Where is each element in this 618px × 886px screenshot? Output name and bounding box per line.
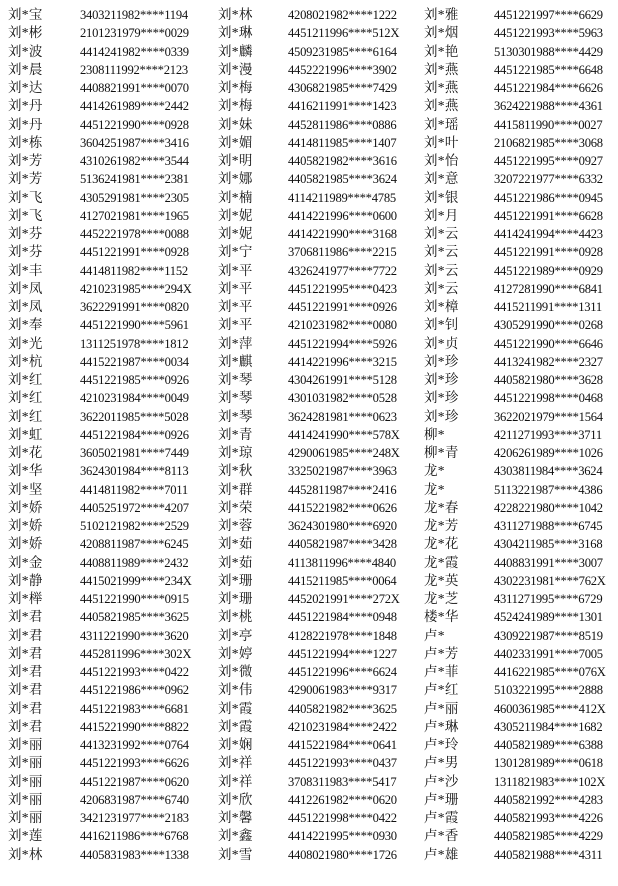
masked-id-number: 4451221993****5963 xyxy=(494,26,603,41)
masked-id-number: 4452221978****0088 xyxy=(80,227,189,241)
person-name: 刘*君 xyxy=(8,627,43,643)
masked-id-number: 4414221995****0930 xyxy=(288,829,397,844)
person-name: 刘*静 xyxy=(8,572,43,588)
person-name: 刘*婷 xyxy=(218,645,253,661)
masked-id-number: 4452021991****272X xyxy=(288,592,400,606)
masked-id-number: 4452221996****3902 xyxy=(288,62,397,77)
masked-id-number: 4415221984****0641 xyxy=(288,738,397,752)
masked-id-number: 4451221985****6648 xyxy=(494,62,603,77)
person-name: 刘*银 xyxy=(424,189,459,205)
person-name: 刘*桃 xyxy=(218,609,253,625)
masked-id-number: 4311271988****6745 xyxy=(494,519,603,533)
masked-id-number: 4302231981****762X xyxy=(494,573,606,588)
masked-id-number: 2106821985****3068 xyxy=(494,135,603,150)
masked-id-number: 4114211989****4785 xyxy=(288,190,396,205)
masked-id-number: 4414221990****3168 xyxy=(288,227,397,241)
person-name: 刘*琴 xyxy=(218,390,253,406)
person-name: 刘*烟 xyxy=(424,25,459,41)
masked-id-number: 1311251978****1812 xyxy=(80,336,189,351)
masked-id-number: 4414221996****0600 xyxy=(288,208,397,223)
masked-id-number: 4451221997****6629 xyxy=(494,8,603,22)
masked-id-number: 4405821989****6388 xyxy=(494,738,603,752)
masked-id-number: 3624301984****8113 xyxy=(80,464,189,479)
person-name: 龙* xyxy=(424,481,445,497)
masked-id-number: 4451221990****0928 xyxy=(80,117,189,132)
person-name: 龙*花 xyxy=(424,536,459,552)
person-name: 刘*华 xyxy=(8,463,43,479)
masked-id-number: 5102121982****2529 xyxy=(80,519,189,533)
masked-id-number: 4524241989****1301 xyxy=(494,610,603,625)
person-name: 龙*芳 xyxy=(424,518,459,533)
person-name: 刘*宝 xyxy=(8,7,43,22)
masked-id-number: 4228221980****1042 xyxy=(494,500,603,515)
person-name: 刘*瑶 xyxy=(424,116,459,132)
masked-id-number: 4206831987****6740 xyxy=(80,792,189,807)
person-name: 刘*君 xyxy=(8,718,43,734)
person-name: 刘*云 xyxy=(424,226,459,241)
masked-id-number: 3622011985****5028 xyxy=(80,409,189,424)
masked-id-number: 3622021979****1564 xyxy=(494,409,603,424)
masked-id-number: 4451221985****0926 xyxy=(80,373,189,387)
person-name: 刘*荣 xyxy=(218,499,253,515)
person-name: 刘*君 xyxy=(8,664,43,679)
person-name: 刘*梅 xyxy=(218,80,253,95)
masked-id-number: 3622291991****0820 xyxy=(80,300,189,314)
person-name: 卢*玲 xyxy=(424,737,459,752)
masked-id-number: 4326241977****7722 xyxy=(288,263,397,278)
masked-id-number: 4416221985****076X xyxy=(494,665,606,679)
person-name: 刘*群 xyxy=(218,481,253,497)
masked-id-number: 4415211991****1311 xyxy=(494,300,602,314)
masked-id-number: 4416211991****1423 xyxy=(288,99,397,114)
person-name: 刘*丽 xyxy=(8,773,43,789)
person-name: 龙* xyxy=(424,463,445,479)
person-name: 刘*楠 xyxy=(218,189,253,205)
masked-id-number: 3207221977****6332 xyxy=(494,172,603,187)
person-name: 刘*奉 xyxy=(8,317,43,333)
masked-id-number: 4405821980****3628 xyxy=(494,373,603,387)
masked-id-number: 4451221983****6681 xyxy=(80,701,189,716)
masked-id-number: 4306821985****7429 xyxy=(288,81,397,95)
person-name: 刘*丽 xyxy=(8,737,43,752)
person-name: 龙*春 xyxy=(424,499,459,515)
person-name: 刘*馨 xyxy=(218,810,253,825)
person-name: 刘*意 xyxy=(424,171,459,187)
masked-id-number: 4412261982****0620 xyxy=(288,792,397,807)
person-name: 刘*芳 xyxy=(8,171,43,187)
person-name: 刘*芬 xyxy=(8,226,43,241)
person-name: 刘*彬 xyxy=(8,25,43,41)
masked-id-number: 4451221990****5961 xyxy=(80,318,189,333)
person-name: 刘*霞 xyxy=(218,700,253,716)
masked-id-number: 4405821993****4226 xyxy=(494,811,603,825)
masked-id-number: 4405251972****4207 xyxy=(80,500,189,515)
masked-id-number: 4451221989****0929 xyxy=(494,263,603,278)
person-name: 刘*丽 xyxy=(8,810,43,825)
person-name: 卢*丽 xyxy=(424,700,459,716)
person-name: 刘*芬 xyxy=(8,244,43,260)
person-name: 刘*光 xyxy=(8,335,43,351)
person-name: 刘*琳 xyxy=(218,25,253,41)
masked-id-number: 4402331991****7005 xyxy=(494,646,603,661)
person-name: 龙*霞 xyxy=(424,554,459,570)
person-name: 刘*丽 xyxy=(8,791,43,807)
masked-id-number: 4414261989****2442 xyxy=(80,99,189,114)
masked-id-number: 4451221993****0437 xyxy=(288,756,397,771)
masked-id-number: 4127281990****6841 xyxy=(494,281,603,296)
person-name: 刘*杭 xyxy=(8,353,43,369)
masked-id-number: 3403211982****1194 xyxy=(80,8,188,22)
person-name: 卢*琳 xyxy=(424,718,459,734)
masked-id-number: 4415221987****0034 xyxy=(80,354,189,369)
masked-id-number: 4303811984****3624 xyxy=(494,464,603,479)
person-name: 刘*凤 xyxy=(8,299,43,314)
masked-id-number: 4210231984****2422 xyxy=(288,719,397,734)
masked-id-number: 4414811982****1152 xyxy=(80,263,188,278)
person-name: 刘*宁 xyxy=(218,244,253,260)
person-name: 刘*钊 xyxy=(424,317,459,333)
person-name: 刘*榉 xyxy=(8,591,43,606)
masked-id-number: 4309221987****8519 xyxy=(494,628,603,643)
person-name: 刘*君 xyxy=(8,682,43,698)
masked-id-number: 4451221994****1227 xyxy=(288,646,397,661)
person-name: 刘*梅 xyxy=(218,98,253,114)
person-name: 刘*花 xyxy=(8,445,43,460)
person-name: 刘*娇 xyxy=(8,536,43,552)
person-name: 刘*莲 xyxy=(8,828,43,844)
person-name: 刘*珍 xyxy=(424,372,459,387)
masked-id-number: 4413241982****2327 xyxy=(494,354,603,369)
person-name: 刘*平 xyxy=(218,299,253,314)
person-name: 刘*君 xyxy=(8,609,43,625)
person-name: 刘*明 xyxy=(218,153,253,168)
masked-id-number: 4311271995****6729 xyxy=(494,592,603,606)
masked-id-number: 4405821982****3625 xyxy=(288,701,397,716)
person-name: 刘*微 xyxy=(218,664,253,679)
masked-id-number: 3708311983****5417 xyxy=(288,774,397,789)
masked-id-number: 4452811996****302X xyxy=(80,646,192,661)
person-name: 刘*青 xyxy=(218,426,253,442)
person-name: 楼*华 xyxy=(424,609,459,625)
person-name: 刘*平 xyxy=(218,262,253,278)
masked-id-number: 4600361985****412X xyxy=(494,701,606,716)
masked-id-number: 4405821985****4229 xyxy=(494,829,603,844)
masked-id-number: 4414221996****3215 xyxy=(288,354,397,369)
masked-id-number: 4452811987****2416 xyxy=(288,482,397,497)
masked-id-number: 4210231984****0049 xyxy=(80,391,189,406)
masked-id-number: 4405831983****1338 xyxy=(80,847,189,862)
person-name: 卢*沙 xyxy=(424,773,459,789)
person-name: 刘*琼 xyxy=(218,445,253,460)
masked-id-number: 4451221993****0422 xyxy=(80,665,189,679)
person-name: 刘*月 xyxy=(424,207,459,223)
person-name: 刘*珍 xyxy=(424,353,459,369)
masked-id-number: 4405821992****4283 xyxy=(494,792,603,807)
masked-id-number: 4451221998****0468 xyxy=(494,391,603,406)
person-name: 刘*祥 xyxy=(218,773,253,789)
person-name: 刘*云 xyxy=(424,262,459,278)
person-name: 刘*红 xyxy=(8,390,43,406)
person-name: 刘*丹 xyxy=(8,116,43,132)
person-name: 刘*林 xyxy=(218,7,253,22)
person-name: 刘*麒 xyxy=(218,353,253,369)
person-name: 刘*秋 xyxy=(218,463,253,479)
person-name: 刘*红 xyxy=(8,372,43,387)
person-name: 刘*鑫 xyxy=(218,828,253,844)
masked-id-number: 3325021987****3963 xyxy=(288,464,397,479)
person-name: 刘*艳 xyxy=(424,43,459,59)
masked-id-number: 4451221995****0423 xyxy=(288,281,397,296)
masked-id-number: 4451221991****0926 xyxy=(288,300,397,314)
person-name: 刘*欣 xyxy=(218,791,253,807)
masked-id-number: 4408831991****3007 xyxy=(494,555,603,570)
masked-id-number: 4451221987****0620 xyxy=(80,774,189,789)
masked-id-number: 4415811990****0027 xyxy=(494,117,603,132)
masked-id-number: 4208811987****6245 xyxy=(80,537,189,552)
masked-id-number: 4452811986****0886 xyxy=(288,117,397,132)
person-name: 刘*亭 xyxy=(218,627,253,643)
person-name: 刘*燕 xyxy=(424,61,459,77)
person-name: 刘*琴 xyxy=(218,372,253,387)
person-name: 刘*丽 xyxy=(8,755,43,771)
person-name: 刘*贞 xyxy=(424,335,459,351)
masked-id-number: 4405821988****4311 xyxy=(494,847,603,862)
masked-id-number: 4415021999****234X xyxy=(80,573,192,588)
person-name: 刘*雅 xyxy=(424,7,459,22)
masked-id-number: 4290061983****9317 xyxy=(288,683,397,698)
person-name: 刘*雪 xyxy=(218,846,253,862)
masked-id-number: 4451221984****6626 xyxy=(494,81,603,95)
masked-id-number: 4415211985****0064 xyxy=(288,573,397,588)
masked-id-number: 4311221990****3620 xyxy=(80,628,189,643)
person-name: 龙*芝 xyxy=(424,591,459,606)
masked-id-number: 4451211996****512X xyxy=(288,26,400,41)
person-name: 刘*漫 xyxy=(218,61,253,77)
masked-id-number: 3605021981****7449 xyxy=(80,446,189,460)
person-name: 刘*怡 xyxy=(424,153,459,168)
person-name: 卢*珊 xyxy=(424,791,459,807)
masked-id-number: 4415221990****8822 xyxy=(80,719,189,734)
person-name: 刘*丰 xyxy=(8,262,43,278)
masked-id-number: 1301281989****0618 xyxy=(494,756,603,771)
masked-id-number: 3624221988****4361 xyxy=(494,99,603,114)
person-name: 刘*妹 xyxy=(218,116,253,132)
person-name: 刘*金 xyxy=(8,554,43,570)
person-name: 卢*芳 xyxy=(424,645,459,661)
person-name: 刘*虹 xyxy=(8,426,43,442)
person-name: 刘*凤 xyxy=(8,280,43,296)
person-name: 刘*霞 xyxy=(218,718,253,734)
masked-id-number: 4451221990****6646 xyxy=(494,336,603,351)
masked-id-number: 4451221991****6628 xyxy=(494,208,603,223)
person-name: 刘*琴 xyxy=(218,408,253,424)
person-name: 刘*祥 xyxy=(218,755,253,771)
person-name: 刘*珊 xyxy=(218,591,253,606)
masked-id-number: 4451221991****0928 xyxy=(80,245,189,260)
masked-id-number: 4208021982****1222 xyxy=(288,8,397,22)
masked-id-number: 4451221984****0926 xyxy=(80,427,189,442)
person-name: 卢*雄 xyxy=(424,846,459,862)
person-name: 刘*达 xyxy=(8,80,43,95)
person-name: 刘*叶 xyxy=(424,134,459,150)
masked-id-number: 4415221982****0626 xyxy=(288,500,397,515)
masked-id-number: 4211271993****3711 xyxy=(494,427,602,442)
person-name: 刘*珍 xyxy=(424,408,459,424)
masked-id-number: 4113811996****4840 xyxy=(288,555,396,570)
person-name: 卢*菲 xyxy=(424,664,459,679)
person-name: 刘*伟 xyxy=(218,682,253,698)
masked-id-number: 4290061985****248X xyxy=(288,446,400,460)
masked-id-number: 4414241994****4423 xyxy=(494,227,603,241)
masked-id-number: 4414241982****0339 xyxy=(80,44,189,59)
person-name: 刘*麟 xyxy=(218,43,253,59)
person-name: 刘*萍 xyxy=(218,335,253,351)
masked-id-number: 4128221978****1848 xyxy=(288,628,397,643)
masked-id-number: 4414811982****7011 xyxy=(80,482,188,497)
person-name: 刘*平 xyxy=(218,317,253,333)
person-name: 刘*芳 xyxy=(8,153,43,168)
person-name: 刘*樟 xyxy=(424,299,459,314)
person-name: 龙*英 xyxy=(424,572,459,588)
person-name: 刘*云 xyxy=(424,244,459,260)
person-name: 卢*男 xyxy=(424,755,459,771)
person-name: 刘*珍 xyxy=(424,390,459,406)
masked-id-number: 5113221987****4386 xyxy=(494,482,603,497)
masked-id-number: 4451221986****0962 xyxy=(80,683,189,698)
person-name: 刘*茹 xyxy=(218,536,253,552)
person-name: 刘*晨 xyxy=(8,61,43,77)
masked-id-number: 4405821985****3625 xyxy=(80,610,189,625)
masked-id-number: 4451221996****6624 xyxy=(288,665,397,679)
person-name: 刘*娇 xyxy=(8,499,43,515)
masked-id-number: 5130301988****4429 xyxy=(494,44,603,59)
masked-id-number: 4305291990****0268 xyxy=(494,318,603,333)
person-name: 刘*红 xyxy=(8,408,43,424)
person-name: 刘*丹 xyxy=(8,98,43,114)
person-name: 刘*君 xyxy=(8,645,43,661)
masked-id-number: 4414241990****578X xyxy=(288,427,400,442)
person-name: 卢*红 xyxy=(424,682,459,698)
person-name: 刘*娜 xyxy=(218,171,253,187)
person-name: 刘*妮 xyxy=(218,226,253,241)
masked-id-number: 1311821983****102X xyxy=(494,774,606,789)
masked-id-number: 4451221986****0945 xyxy=(494,190,603,205)
person-name: 刘*茹 xyxy=(218,554,253,570)
person-name: 刘*蓉 xyxy=(218,518,253,533)
person-name: 刘*娇 xyxy=(8,518,43,533)
masked-id-number: 4310261982****3544 xyxy=(80,154,189,168)
masked-id-number: 3706811986****2215 xyxy=(288,245,397,260)
masked-id-number: 4405821985****3624 xyxy=(288,172,397,187)
masked-id-number: 4451221990****0915 xyxy=(80,592,189,606)
masked-id-number: 4301031982****0528 xyxy=(288,391,397,406)
masked-id-number: 5103221995****2888 xyxy=(494,683,603,698)
person-name: 刘*娴 xyxy=(218,737,253,752)
masked-id-number: 4408021980****1726 xyxy=(288,847,397,862)
person-name: 刘*平 xyxy=(218,280,253,296)
masked-id-number: 2101231979****0029 xyxy=(80,26,189,41)
masked-id-number: 5136241981****2381 xyxy=(80,172,189,187)
masked-id-number: 3421231977****2183 xyxy=(80,811,189,825)
person-name: 刘*云 xyxy=(424,280,459,296)
person-name: 刘*燕 xyxy=(424,98,459,114)
person-name: 刘*栋 xyxy=(8,134,43,150)
masked-id-number: 4509231985****6164 xyxy=(288,44,397,59)
person-name: 刘*妮 xyxy=(218,207,253,223)
person-name: 卢*香 xyxy=(424,828,459,844)
masked-id-number: 2308111992****2123 xyxy=(80,62,188,77)
masked-id-number: 4451221995****0927 xyxy=(494,154,603,168)
person-name: 刘*君 xyxy=(8,700,43,716)
person-name: 刘*飞 xyxy=(8,189,43,205)
person-name: 刘*坚 xyxy=(8,481,43,497)
masked-id-number: 4451221998****0422 xyxy=(288,811,397,825)
masked-id-number: 4210231985****294X xyxy=(80,281,192,296)
person-name: 刘*媚 xyxy=(218,134,253,150)
masked-id-number: 4451221993****6626 xyxy=(80,756,189,771)
masked-id-number: 4451221994****5926 xyxy=(288,336,397,351)
masked-id-number: 4414811985****1407 xyxy=(288,135,397,150)
masked-id-number: 4127021981****1965 xyxy=(80,208,189,223)
masked-id-number: 4305291981****2305 xyxy=(80,190,189,205)
person-name: 刘*燕 xyxy=(424,80,459,95)
masked-id-number: 4305211984****1682 xyxy=(494,719,603,734)
person-name: 刘*波 xyxy=(8,43,43,59)
masked-id-number: 3624301980****6920 xyxy=(288,519,397,533)
person-name: 卢* xyxy=(424,627,445,643)
masked-id-number: 3604251987****3416 xyxy=(80,135,189,150)
person-name: 柳* xyxy=(424,426,445,442)
masked-id-number: 4416211986****6768 xyxy=(80,829,189,844)
masked-id-number: 4413231992****0764 xyxy=(80,738,189,752)
masked-id-number: 3624281981****0623 xyxy=(288,409,397,424)
masked-id-number: 4405821987****3428 xyxy=(288,537,397,552)
masked-id-number: 4451221984****0948 xyxy=(288,610,397,625)
masked-id-number: 4304211985****3168 xyxy=(494,537,603,552)
masked-id-number: 4451221991****0928 xyxy=(494,245,603,260)
person-name: 卢*霞 xyxy=(424,810,459,825)
person-name: 刘*珊 xyxy=(218,572,253,588)
masked-id-number: 4304261991****5128 xyxy=(288,373,397,387)
masked-id-number: 4206261989****1026 xyxy=(494,446,603,460)
masked-id-number: 4408821991****0070 xyxy=(80,81,189,95)
person-name: 刘*林 xyxy=(8,846,43,862)
masked-id-number: 4408811989****2432 xyxy=(80,555,189,570)
masked-id-number: 4405821982****3616 xyxy=(288,154,397,168)
masked-id-number: 4210231982****0080 xyxy=(288,318,397,333)
person-name: 柳*青 xyxy=(424,445,459,460)
person-name: 刘*飞 xyxy=(8,207,43,223)
